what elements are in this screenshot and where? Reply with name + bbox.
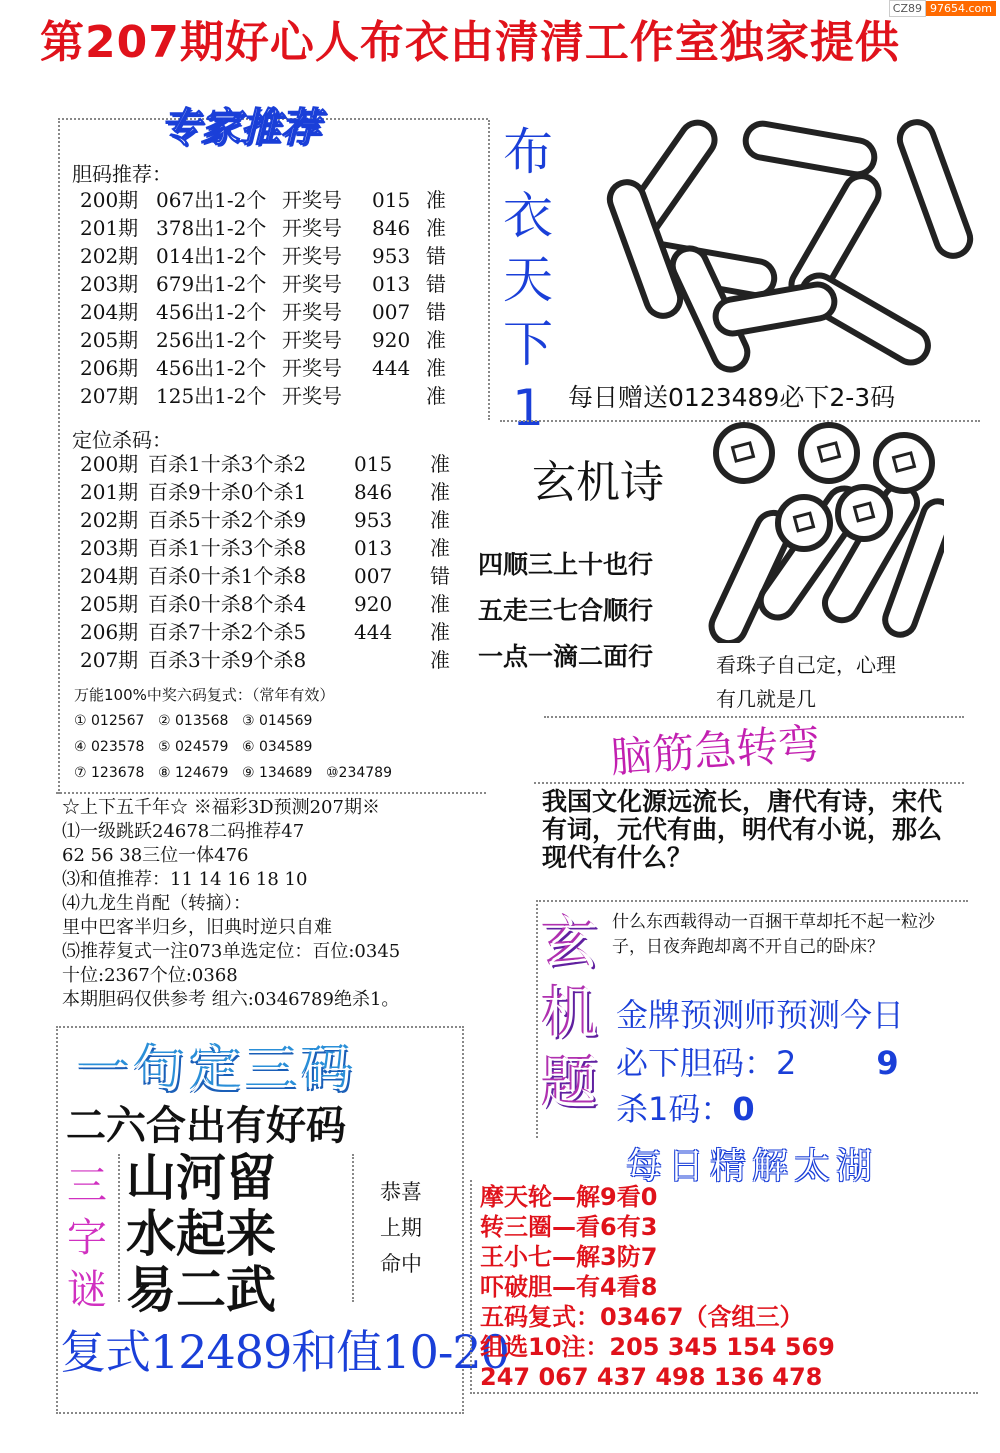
congrats-line: 恭喜: [380, 1180, 422, 1204]
combo-item: ⑦ 123678: [74, 765, 145, 781]
dan-label: 开奖号: [282, 384, 342, 408]
forecast-line: ☆上下五千年☆ ※福彩3D预测207期※: [62, 797, 380, 818]
kill-result: 准: [430, 592, 450, 616]
combo-item: ③ 014569: [242, 713, 313, 729]
dan-pick: 679出1-2个: [156, 272, 267, 296]
xuanji-char: 题: [542, 1052, 598, 1117]
forecast-line: ⑷九龙生肖配（转摘）：: [62, 893, 251, 914]
sanzi-lines: [126, 1150, 276, 1318]
kill-row: [80, 534, 450, 562]
kill-code-value: 0: [732, 1090, 755, 1128]
kill-pick: 百杀0十杀8个杀4: [148, 592, 307, 616]
kill-number: 920: [354, 592, 393, 616]
kill-pick: 百杀3十杀9个杀8: [148, 648, 307, 672]
dan-label: 开奖号: [282, 216, 342, 240]
kill-row: [80, 618, 450, 646]
taihu-heading: 每日精解太湖: [626, 1146, 879, 1187]
kill-table: [80, 450, 450, 674]
kill-period: 201期: [80, 480, 139, 504]
dan-pick: 125出1-2个: [156, 384, 267, 408]
divider: [488, 120, 490, 420]
budou-char: 天: [503, 251, 553, 309]
dan-result: 准: [426, 356, 446, 380]
forecast-line: ⑸推荐复式一注073单选定位：百位:0345: [62, 941, 401, 962]
combo-item: ② 013568: [158, 713, 229, 729]
kill-row: [80, 450, 450, 478]
xuanji-char: 机: [542, 982, 598, 1047]
rod: [743, 121, 877, 177]
dan-number: 846: [372, 216, 411, 240]
combo-item: ④ 023578: [74, 739, 145, 755]
daily-gift: 每日赠送0123489必下2-3码: [568, 383, 896, 412]
poem-caption: [716, 648, 896, 716]
taihu-line: 王小七—解3防7: [480, 1243, 658, 1271]
brain-question: 我国文化源远流长，唐代有诗，宋代有词，元代有曲，明代有小说，那么现代有什么？: [542, 787, 943, 872]
combo-row: [74, 760, 410, 786]
combo-row: [74, 708, 410, 734]
must-line: [616, 1038, 899, 1084]
kill-row: [80, 590, 450, 618]
dan-label: 开奖号: [282, 328, 342, 352]
dan-period: 205期: [80, 328, 139, 352]
caption-line: 有几就是几: [716, 687, 816, 711]
kill-number: 007: [354, 564, 393, 588]
taihu-line: 摩天轮—解9看0: [480, 1183, 658, 1211]
dan-number: 013: [372, 272, 411, 296]
budou-char: 1: [512, 379, 544, 437]
watermark-site: 97654.com: [926, 1, 996, 16]
divider: [56, 792, 486, 794]
dan-pick: 256出1-2个: [156, 328, 267, 352]
kill-label: 定位杀码：: [72, 428, 172, 452]
dan-row: [80, 270, 446, 298]
dan-period: 206期: [80, 356, 139, 380]
budou-vertical-title: [496, 120, 560, 440]
dan-row: [80, 214, 446, 242]
kill-pick: 百杀0十杀1个杀8: [148, 564, 307, 588]
dan-period: 203期: [80, 272, 139, 296]
combo-row: [74, 734, 410, 760]
must-label: 必下胆码：: [616, 1044, 777, 1082]
dan-row: [80, 242, 446, 270]
kill-number: 846: [354, 480, 393, 504]
kill-result: 准: [430, 480, 450, 504]
kill-period: 206期: [80, 620, 139, 644]
rod: [895, 117, 975, 260]
kill-line: [616, 1084, 755, 1130]
poem-line: 一点一滴二面行: [478, 642, 654, 671]
kill-period: 204期: [80, 564, 139, 588]
combo-item: ⑨ 134689: [242, 765, 313, 781]
sanzi-line: 水起来: [126, 1204, 276, 1263]
kill-row: [80, 646, 450, 674]
budou-char: 下: [503, 315, 553, 373]
dan-label: 开奖号: [282, 272, 342, 296]
dan-number: 953: [372, 244, 411, 268]
kill-result: 准: [430, 648, 450, 672]
dan-result: 准: [426, 188, 446, 212]
kill-period: 202期: [80, 508, 139, 532]
dan-period: 202期: [80, 244, 139, 268]
kill-result: 准: [430, 620, 450, 644]
dan-row: [80, 326, 446, 354]
dan-result: 错: [426, 244, 446, 268]
dan-result: 错: [426, 272, 446, 296]
sanzi-label: [62, 1160, 112, 1316]
dan-label: 开奖号: [282, 356, 342, 380]
kill-code-label: 杀1码：: [616, 1090, 733, 1128]
congrats-line: 上期: [380, 1216, 422, 1240]
dan-period: 200期: [80, 188, 139, 212]
taihu-line: 组选10注：205 345 154 569: [480, 1333, 835, 1361]
kill-period: 205期: [80, 592, 139, 616]
expert-heading: 专家推荐: [160, 105, 320, 151]
gold-title: 金牌预测师预测今日: [616, 996, 905, 1034]
universal-rows: [74, 708, 410, 786]
dan-number: 007: [372, 300, 411, 324]
sanzi-line: 山河留: [126, 1148, 276, 1207]
kill-number: 013: [354, 536, 393, 560]
dan-pick: 014出1-2个: [156, 244, 267, 268]
combo-item: ① 012567: [74, 713, 145, 729]
dan-pick: 456出1-2个: [156, 300, 267, 324]
kill-row: [80, 506, 450, 534]
dan-pick: 378出1-2个: [156, 216, 267, 240]
watermark-code: CZ89: [889, 0, 926, 17]
combo-item: ⑩234789: [326, 765, 392, 781]
dan-result: 错: [426, 300, 446, 324]
poem-line: 五走三七合顺行: [478, 596, 654, 625]
universal-label: 万能100%中奖六码复式：（常年有效）: [74, 686, 335, 704]
congrats-line: 命中: [380, 1252, 422, 1276]
kill-number: 953: [354, 508, 393, 532]
dan-label: 开奖号: [282, 188, 342, 212]
sanzi-char: 三: [67, 1163, 107, 1209]
kill-row: [80, 562, 450, 590]
kill-pick: 百杀9十杀0个杀1: [148, 480, 307, 504]
kill-pick: 百杀1十杀3个杀8: [148, 536, 307, 560]
taihu-line: 247 067 437 498 136 478: [480, 1363, 823, 1391]
kill-result: 准: [430, 536, 450, 560]
taihu-line: 五码复式：03467（含组三）: [480, 1303, 804, 1331]
yiju-heading: 一句定三码: [78, 1041, 358, 1099]
budou-char: 布: [503, 123, 553, 181]
kill-period: 207期: [80, 648, 139, 672]
dan-period: 204期: [80, 300, 139, 324]
sanzi-congrats: [380, 1174, 422, 1282]
xuanji-char: 玄: [542, 912, 598, 977]
must-value-2: 9: [876, 1044, 899, 1082]
forecast-line: ⑶和值推荐：11 14 16 18 10: [62, 869, 308, 890]
dan-number: 444: [372, 356, 411, 380]
kill-pick: 百杀7十杀2个杀5: [148, 620, 307, 644]
dan-period: 207期: [80, 384, 139, 408]
forecast-line: ⑴一级跳跃24678二码推荐47: [62, 821, 305, 842]
kill-pick: 百杀1十杀3个杀2: [148, 452, 307, 476]
dan-row: [80, 186, 446, 214]
kill-row: [80, 478, 450, 506]
fushi-bottom: 复式12489和值10-20: [60, 1325, 509, 1379]
budou-char: 衣: [503, 187, 553, 245]
dan-period: 201期: [80, 216, 139, 240]
dan-pick: 456出1-2个: [156, 356, 267, 380]
dan-result: 准: [426, 216, 446, 240]
taihu-line: 转三圈—看6有3: [480, 1213, 658, 1241]
kill-number: 015: [354, 452, 393, 476]
caption-line: 看珠子自己定，心理: [716, 653, 896, 677]
poem-lines: [478, 542, 653, 680]
forecast-line: 里中巴客半归乡，旧典时逆只自难: [62, 917, 332, 938]
poem-title: 玄机诗: [532, 457, 664, 508]
taihu-lines: [480, 1182, 835, 1392]
sanzi-char: 字: [67, 1215, 107, 1261]
dan-row: [80, 298, 446, 326]
kill-result: 准: [430, 508, 450, 532]
dan-result: 准: [426, 328, 446, 352]
dan-result: 准: [426, 384, 446, 408]
beads-figure: [704, 418, 944, 643]
xuanji-vertical: [540, 910, 600, 1120]
kill-period: 203期: [80, 536, 139, 560]
dan-number: 015: [372, 188, 411, 212]
dan-label: 开奖号: [282, 300, 342, 324]
taihu-line: 吓破胆—有4看8: [480, 1273, 658, 1301]
poem-line: 四顺三上十也行: [478, 550, 654, 579]
xuanji-riddle: 什么东西载得动一百捆干草却托不起一粒沙子，日夜奔跑却离不开自己的卧床？: [612, 912, 935, 957]
combo-item: ⑤ 024579: [158, 739, 229, 755]
kill-result: 错: [430, 564, 450, 588]
dan-table: [80, 186, 446, 410]
forecast-line: 十位:2367个位:0368: [62, 965, 238, 986]
yiju-phrase: 二六合出有好码: [66, 1103, 346, 1149]
watermark: [889, 2, 996, 15]
rods-figure: [565, 92, 985, 382]
kill-number: 444: [354, 620, 393, 644]
dan-number: 920: [372, 328, 411, 352]
dan-label: 胆码推荐：: [72, 162, 172, 186]
dan-row: [80, 382, 446, 410]
combo-item: ⑥ 034589: [242, 739, 313, 755]
kill-pick: 百杀5十杀2个杀9: [148, 508, 307, 532]
forecast-line: 62 56 38三位一体476: [62, 845, 249, 866]
must-value-1: 2: [776, 1044, 797, 1082]
brain-heading: 脑筋急转弯: [608, 718, 822, 783]
sanzi-line: 易二武: [126, 1260, 276, 1319]
sanzi-char: 谜: [67, 1267, 107, 1313]
dan-row: [80, 354, 446, 382]
kill-result: 准: [430, 452, 450, 476]
kill-period: 200期: [80, 452, 139, 476]
forecast-lines: [62, 796, 400, 1012]
page-title: 第207期好心人布衣由清清工作室独家提供: [40, 17, 900, 68]
combo-item: ⑧ 124679: [158, 765, 229, 781]
forecast-line: 本期胆码仅供参考 组六:0346789绝杀1。: [62, 989, 400, 1010]
dan-label: 开奖号: [282, 244, 342, 268]
dan-pick: 067出1-2个: [156, 188, 267, 212]
